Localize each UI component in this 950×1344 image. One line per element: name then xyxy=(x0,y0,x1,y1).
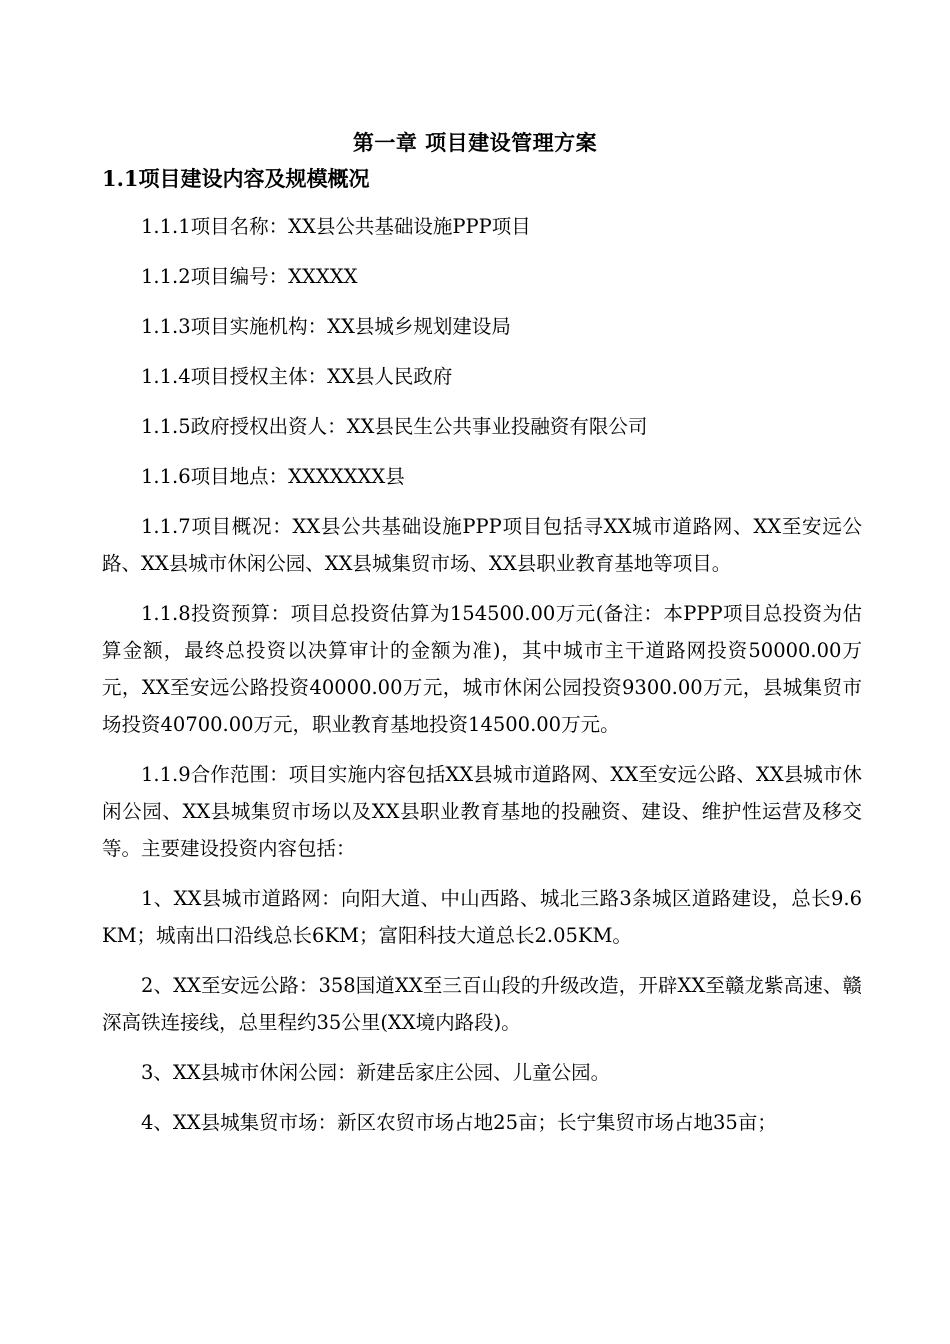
paragraph-project-name: 1.1.1项目名称：XX县公共基础设施PPP项目 xyxy=(141,215,531,238)
document-body xyxy=(102,208,862,1154)
paragraph-authorized-entity: 1.1.4项目授权主体：XX县人民政府 xyxy=(141,365,453,388)
list-item-road-network: 1、XX县城市道路网：向阳大道、中山西路、城北三路3条城区道路建设，总长9.6KM；城南出口沿线总长6KM；富阳科技大道总长2.05KM。 xyxy=(102,887,862,947)
chapter-title: 第一章 项目建设管理方案 xyxy=(352,130,598,155)
paragraph-cooperation-scope: 1.1.9合作范围：项目实施内容包括XX县城市道路网、XX至安远公路、XX县城市休闲公园、XX县城集贸市场以及XX县职业教育基地的投融资、建设、维护性运营及移交等。主要建设投资内容包括： xyxy=(102,763,862,860)
section-title: 1.1项目建设内容及规模概况 xyxy=(102,166,370,191)
paragraph-project-overview: 1.1.7项目概况：XX县公共基础设施PPP项目包括寻XX城市道路网、XX至安远公路、XX县城市休闲公园、XX县城集贸市场、XX县职业教育基地等项目。 xyxy=(102,515,862,575)
list-item-highway: 2、XX至安远公路：358国道XX至三百山段的升级改造，开辟XX至赣龙紫高速、赣深高铁连接线，总里程约35公里(XX境内路段)。 xyxy=(102,974,862,1034)
paragraph-project-location: 1.1.6项目地点：XXXXXXX县 xyxy=(141,465,405,488)
paragraph-implementing-agency: 1.1.3项目实施机构：XX县城乡规划建设局 xyxy=(141,315,511,338)
paragraph-investment-budget: 1.1.8投资预算：项目总投资估算为154500.00万元(备注：本PPP项目总投资为估算金额，最终总投资以决算审计的金额为准)，其中城市主干道路网投资50000.00万元，XX至安远公路投资40000.00万元，城市休闲公园投资9300.00万元，县城集贸市场投资40700.00万元，职业教育基地投资14500.00万元。 xyxy=(102,602,862,736)
paragraph-project-number: 1.1.2项目编号：XXXXX xyxy=(141,265,358,288)
list-item-park: 3、XX县城市休闲公园：新建岳家庄公园、儿童公园。 xyxy=(141,1061,611,1084)
list-item-market: 4、XX县城集贸市场：新区农贸市场占地25亩；长宁集贸市场占地35亩； xyxy=(141,1111,777,1134)
paragraph-government-investor: 1.1.5政府授权出资人：XX县民生公共事业投融资有限公司 xyxy=(141,415,648,438)
